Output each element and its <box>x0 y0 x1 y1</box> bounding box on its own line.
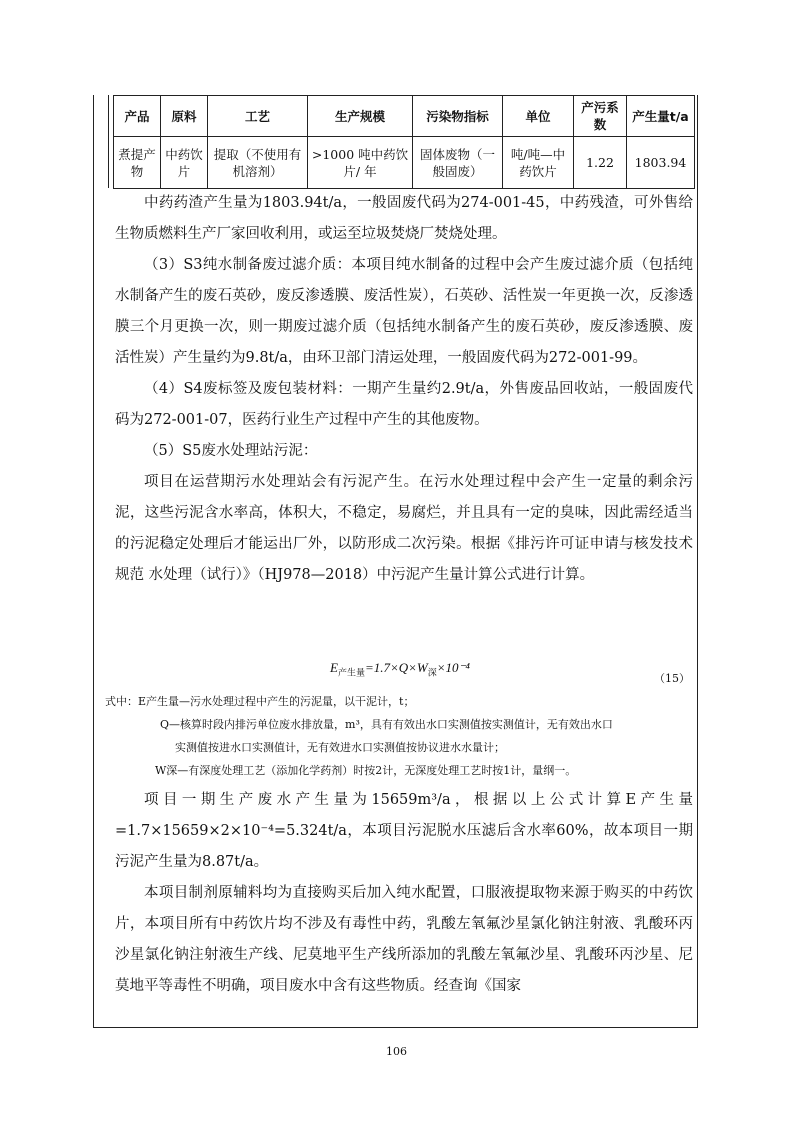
table-header-row <box>114 96 695 137</box>
cell-material: 中药饮片 <box>161 137 208 189</box>
header-coef: 产污系数 <box>574 96 627 137</box>
header-material: 原料 <box>161 96 208 137</box>
paragraph-residue: 中药药渣产生量为1803.94t/a，一般固废代码为274-001-45，中药残渣，可外售给生物质燃料生产厂家回收利用，或运至垃圾焚烧厂焚烧处理。 <box>115 195 693 242</box>
paragraph-sludge: 项目在运营期污水处理站会有污泥产生。在污水处理过程中会产生一定量的剩余污泥，这些污泥含水率高，体积大，不稳定，易腐烂，并且具有一定的臭味，因此需经适当的污泥稳定处理后才能运出厂外，以防形成二次污染。根据《排污许可证申请与核发技术规范 水处理（试行）》（HJ978—2018）中污泥产生量计算公式进行计算。 <box>115 474 693 583</box>
table-row <box>114 137 695 189</box>
pollution-coefficient-table <box>113 95 695 189</box>
formula-lhs-sub: 产生量 <box>337 667 365 678</box>
header-scale: 生产规模 <box>308 96 413 137</box>
page-number: 106 <box>386 1045 407 1058</box>
formula-rhs: =1.7×Q×W <box>364 660 428 675</box>
formula-definitions <box>105 690 695 782</box>
paragraph-s5-heading: （5）S5废水处理站污泥： <box>144 443 318 459</box>
body-section-upper <box>115 188 693 591</box>
body-section-lower <box>115 785 693 1002</box>
definition-w: W深—有深度处理工艺（添加化学药剂）时按2计，无深度处理工艺时按1计，量纲一。 <box>155 764 577 777</box>
definition-q: Q—核算时段内排污单位废水排放量，m³，具有有效出水口实测值按实测值计，无有效出水口 <box>160 718 613 731</box>
cell-coef: 1.22 <box>574 137 627 189</box>
header-product: 产品 <box>114 96 161 137</box>
formula-rhs-sub: 深 <box>427 667 437 678</box>
cell-process: 提取（不使用有机溶剂） <box>208 137 308 189</box>
cell-indicator: 固体废物（一般固废） <box>413 137 503 189</box>
paragraph-s3: （3）S3纯水制备废过滤介质：本项目纯水制备的过程中会产生废过滤介质（包括纯水制备产生的废石英砂，废反渗透膜、废活性炭），石英砂、活性炭一年更换一次，反渗透膜三个月更换一次，则一期废过滤介质（包括纯水制备产生的废石英砂，废反渗透膜、废活性炭）产生量约为9.8t/a，由环卫部门清运处理，一般固废代码为272-001-99。 <box>115 257 693 366</box>
cell-product: 煮提产物 <box>114 137 161 189</box>
header-process: 工艺 <box>208 96 308 137</box>
paragraph-calculation: 项目一期生产废水产生量为15659m³/a，根据以上公式计算E产生量=1.7×15659×2×10⁻⁴=5.324t/a，本项目污泥脱水压滤后含水率60%，故本项目一期污泥产生量为8.87t/a。 <box>115 792 693 870</box>
frame-inner-rule <box>108 95 109 188</box>
cell-unit: 吨/吨—中药饮片 <box>503 137 574 189</box>
header-amount: 产生量t/a <box>627 96 695 137</box>
paragraph-materials: 本项目制剂原辅料均为直接购买后加入纯水配置，口服液提取物来源于购买的中药饮片，本项目所有中药饮片均不涉及有毒性中药，乳酸左氧氟沙星氯化钠注射液、乳酸环丙沙星氯化钠注射液生产线、尼莫地平生产线所添加的乳酸左氧氟沙星、乳酸环丙沙星、尼莫地平等毒性不明确，项目废水中含有这些物质。经查询《国家 <box>115 885 693 994</box>
cell-amount: 1803.94 <box>627 137 695 189</box>
formula-lhs: E <box>330 660 338 675</box>
equation-number: （15） <box>654 672 690 685</box>
header-unit: 单位 <box>503 96 574 137</box>
header-indicator: 污染物指标 <box>413 96 503 137</box>
formula-rhs-tail: ×10⁻⁴ <box>436 660 470 675</box>
definition-e: 式中：E产生量—污水处理过程中产生的污泥量，以干泥计，t； <box>105 695 415 708</box>
cell-scale: >1000 吨中药饮片/ 年 <box>308 137 413 189</box>
paragraph-s4: （4）S4废标签及废包装材料：一期产生量约2.9t/a，外售废品回收站，一般固废代码为272-001-07，医药行业生产过程中产生的其他废物。 <box>115 381 693 428</box>
definition-q-cont: 实测值按进水口实测值计，无有效进水口实测值按协议进水水量计； <box>175 741 505 754</box>
sludge-formula <box>330 660 470 679</box>
